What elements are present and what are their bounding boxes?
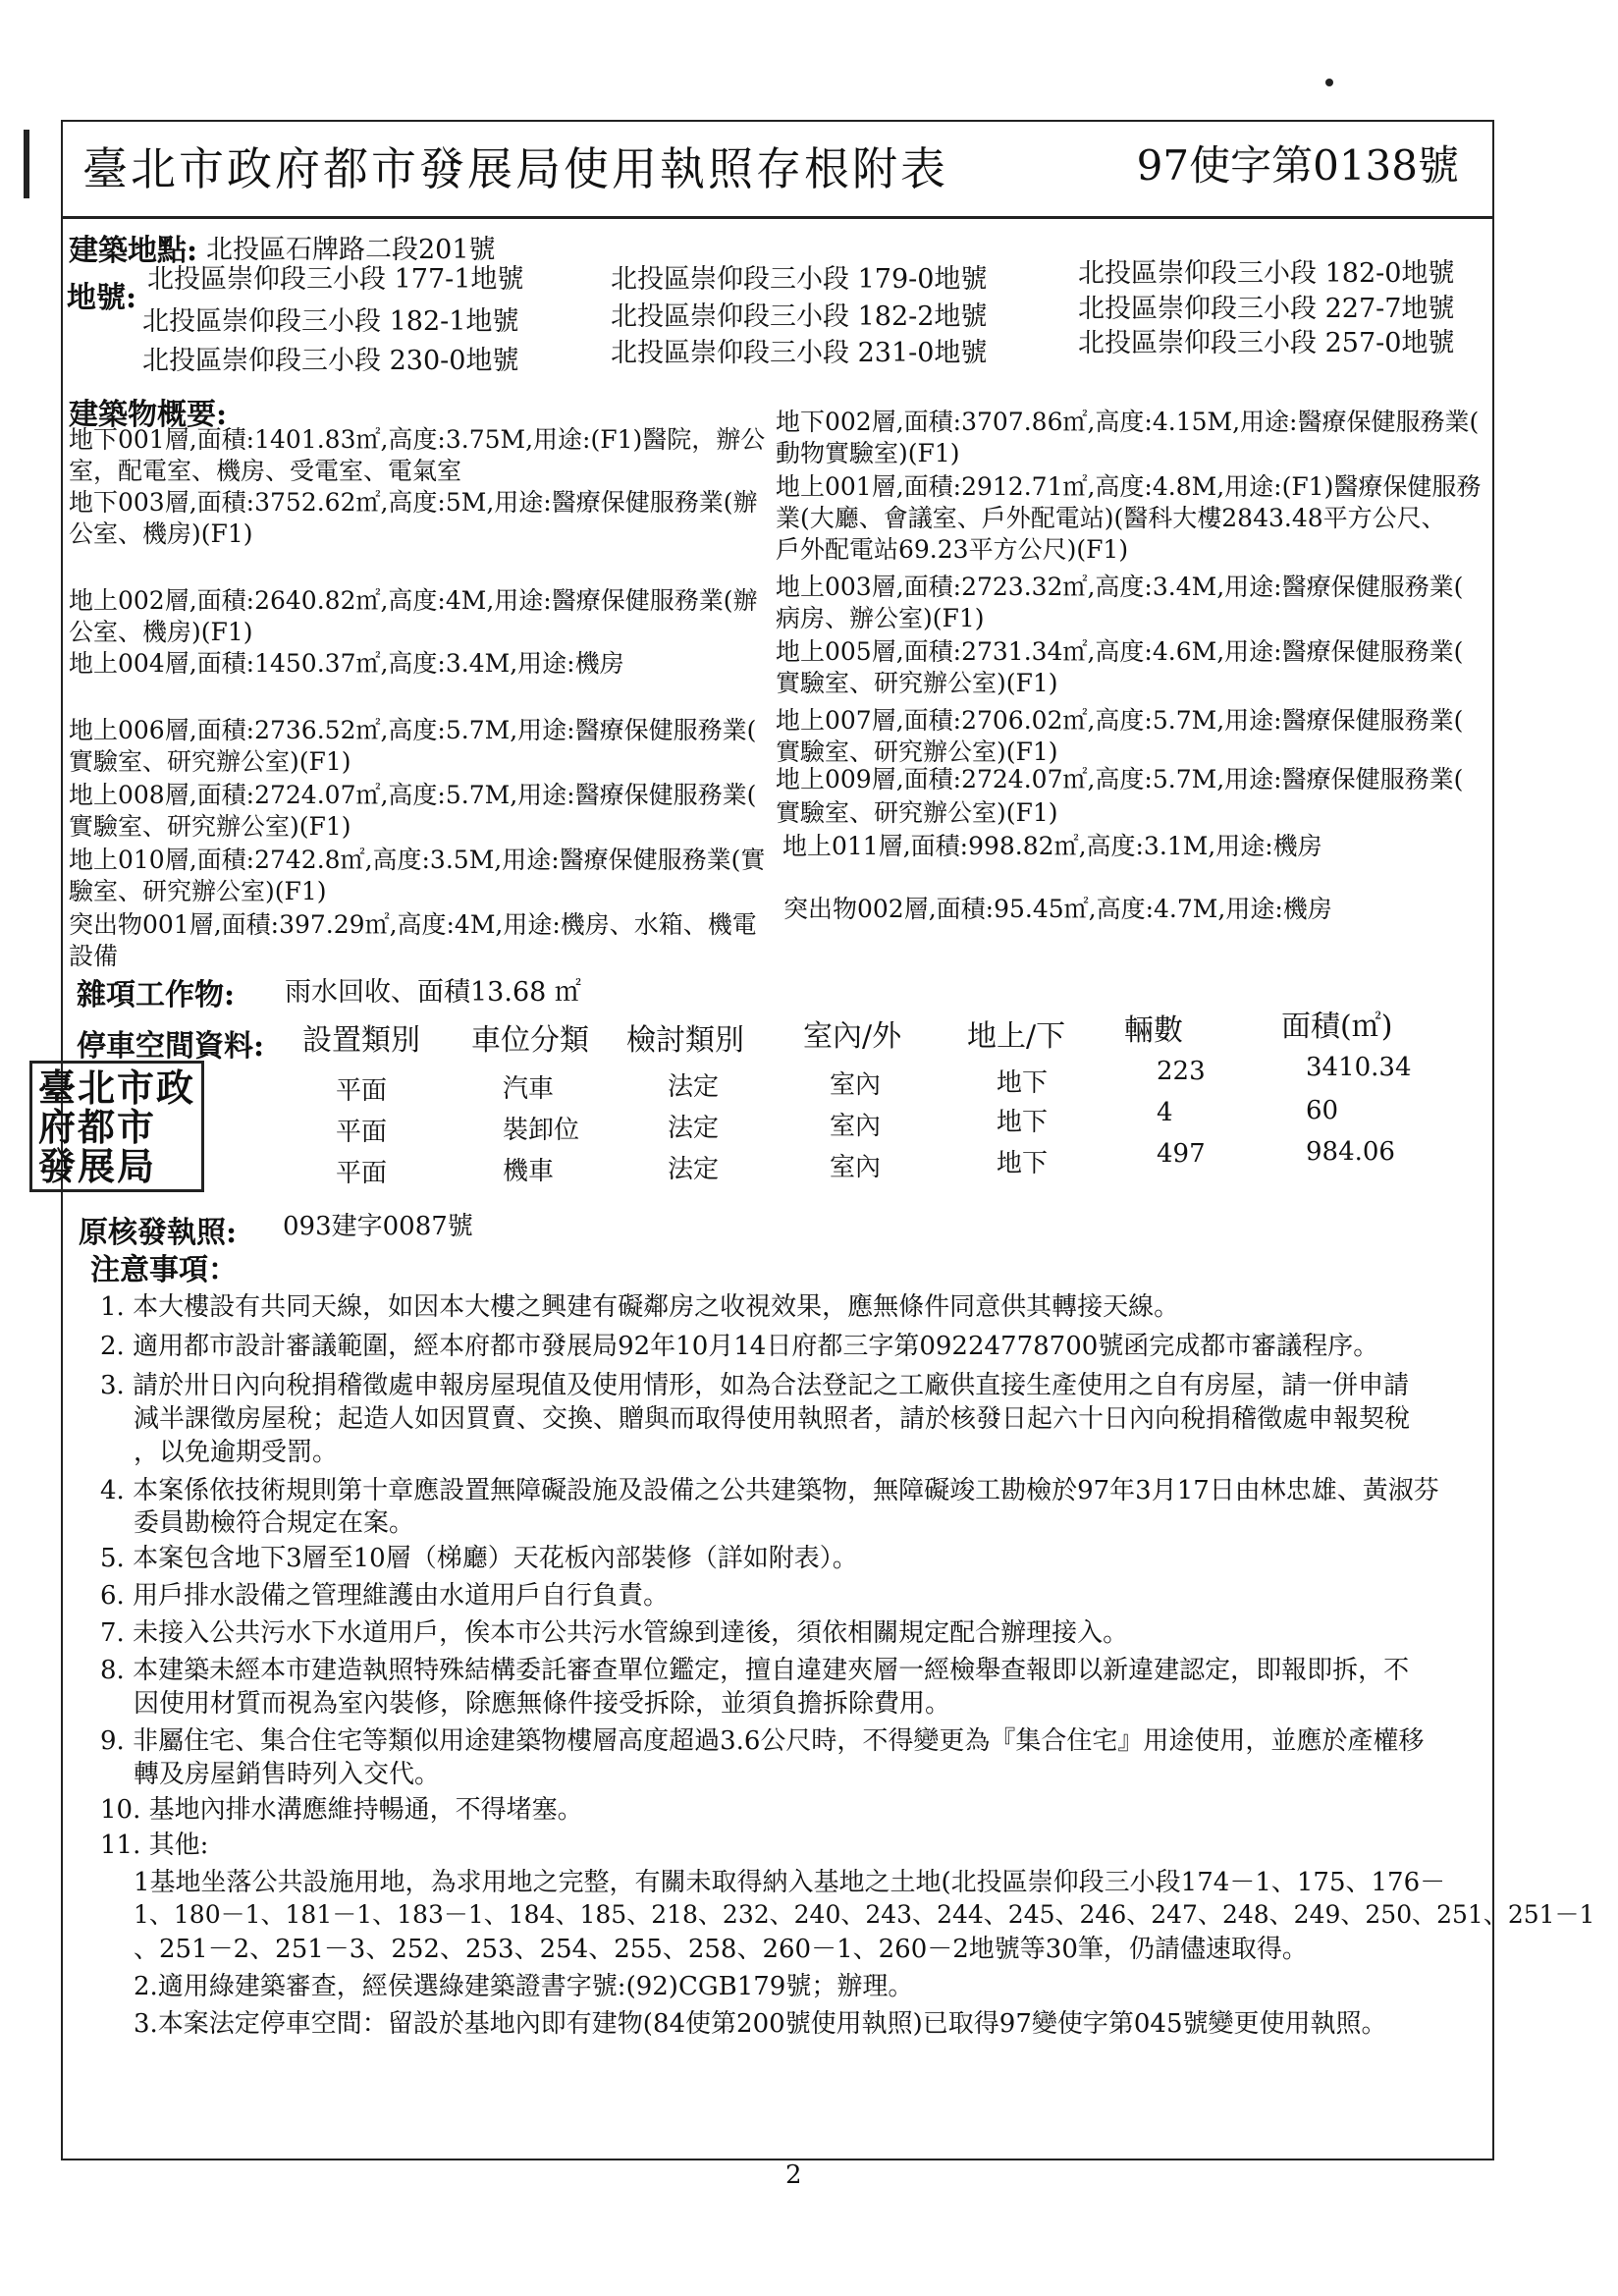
parking-header-inout: 室內/外 — [803, 1019, 902, 1054]
note-line: 9. 非屬住宅、集合住宅等類似用途建築物樓層高度超過3.6公尺時，不得變更為『集合住宅』用途使用，並應於產權移 — [100, 1726, 1425, 1756]
parking-cell: 地下 — [997, 1149, 1049, 1178]
site-label: 建築地點: — [69, 234, 198, 268]
overview-right-line: 地上003層,面積:2723.32㎡,高度:3.4M,用途:醫療保健服務業( — [776, 573, 1464, 601]
parking-cell: 裝卸位 — [503, 1116, 580, 1145]
overview-left-line: 地下003層,面積:3752.62㎡,高度:5M,用途:醫療保健服務業(辦 — [69, 488, 758, 517]
overview-right-line: 動物實驗室)(F1) — [776, 439, 960, 467]
overview-right-line: 地上007層,面積:2706.02㎡,高度:5.7M,用途:醫療保健服務業( — [776, 706, 1464, 735]
overview-right-line: 戶外配電站69.23平方公尺)(F1) — [776, 535, 1129, 564]
parking-cell: 平面 — [336, 1118, 388, 1147]
notes-label: 注意事項： — [90, 1253, 238, 1287]
note-line: 減半課徵房屋稅；起造人如因買賣、交換、贈與而取得使用執照者，請於核發日起六十日內向稅捐稽徵處申報契稅 — [134, 1404, 1411, 1434]
dust-mark — [1325, 79, 1333, 86]
overview-left-line: 突出物001層,面積:397.29㎡,高度:4M,用途:機房、水箱、機電 — [69, 910, 757, 939]
overview-left-line: 實驗室、研究辦公室)(F1) — [69, 747, 351, 776]
note-line: 10. 基地內排水溝應維持暢通，不得堵塞。 — [100, 1795, 583, 1825]
misc-value: 雨水回收、面積13.68 ㎡ — [285, 977, 581, 1008]
note-line: 1. 本大樓設有共同天線，如因本大樓之興建有礙鄰房之收視效果，應無條件同意供其轉接天線。 — [100, 1292, 1180, 1322]
parking-header-count: 輛數 — [1124, 1013, 1183, 1048]
parking-cell: 223 — [1157, 1057, 1206, 1086]
overview-left-line: 地上008層,面積:2724.07㎡,高度:5.7M,用途:醫療保健服務業( — [69, 781, 757, 809]
parking-cell: 4 — [1157, 1098, 1173, 1127]
overview-left-line: 公室、機房)(F1) — [69, 519, 253, 548]
overview-left-line: 公室、機房)(F1) — [69, 618, 253, 646]
note-line: 3. 請於卅日內向稅捐稽徵處申報房屋現值及使用情形，如為合法登記之工廠供直接生產使用之自有房屋，請一併申請 — [100, 1371, 1410, 1400]
overview-label: 建築物概要: — [69, 398, 228, 432]
overview-left-line: 室，配電室、機房、受電室、電氣室 — [69, 457, 462, 485]
note-line: 11. 其他: — [100, 1831, 209, 1860]
original-permit-label: 原核發執照: — [79, 1216, 238, 1250]
page-number: 2 — [785, 2160, 802, 2190]
parking-cell: 3410.34 — [1306, 1053, 1412, 1082]
lot-item: 北投區崇仰段三小段 177-1地號 — [147, 264, 524, 295]
note-line: 1基地坐落公共設施用地，為求用地之完整，有關未取得納入基地之土地(北投區崇仰段三小段174－1、175、176－ — [134, 1868, 1446, 1897]
overview-left-line: 地上002層,面積:2640.82㎡,高度:4M,用途:醫療保健服務業(辦 — [69, 586, 758, 615]
overview-right-line: 業(大廳、會議室、戶外配電站)(醫科大樓2843.48平方公尺、 — [776, 504, 1446, 532]
overview-right-line: 實驗室、研究辦公室)(F1) — [776, 669, 1058, 697]
document-title: 臺北市政府都市發展局使用執照存根附表 — [82, 142, 948, 195]
title-row — [63, 122, 1492, 219]
parking-header-area: 面積(㎡) — [1281, 1010, 1393, 1044]
overview-right-line: 實驗室、研究辦公室)(F1) — [776, 738, 1058, 766]
note-line: 6. 用戶排水設備之管理維護由水道用戶自行負責。 — [100, 1581, 670, 1611]
parking-cell: 地下 — [997, 1068, 1049, 1098]
overview-right-line: 地上001層,面積:2912.71㎡,高度:4.8M,用途:(F1)醫療保健服務 — [776, 472, 1482, 501]
lot-item: 北投區崇仰段三小段 231-0地號 — [611, 338, 988, 368]
note-line: 4. 本案係依技術規則第十章應設置無障礙設施及設備之公共建築物，無障礙竣工勘檢於97年3月17日由林忠雄、黃淑芬 — [100, 1476, 1439, 1505]
note-line: 1、180－1、181－1、183－1、184、185、218、232、240、243、244、245、246、247、248、249、250、251、251－1 — [134, 1900, 1595, 1929]
overview-right-line: 地下002層,面積:3707.86㎡,高度:4.15M,用途:醫療保健服務業( — [776, 408, 1480, 436]
note-line: 2.適用綠建築審查，經侯選綠建築證書字號:(92)CGB179號；辦理。 — [134, 1972, 914, 2001]
lot-item: 北投區崇仰段三小段 257-0地號 — [1078, 328, 1455, 358]
overview-right-line: 地上009層,面積:2724.07㎡,高度:5.7M,用途:醫療保健服務業( — [776, 765, 1464, 793]
parking-header-level: 地上/下 — [967, 1019, 1066, 1054]
parking-cell: 法定 — [668, 1114, 720, 1143]
site-value: 北投區石牌路二段201號 — [206, 235, 496, 265]
overview-left-line: 設備 — [69, 942, 119, 970]
lot-item: 北投區崇仰段三小段 179-0地號 — [611, 264, 988, 295]
parking-header-type: 設置類別 — [302, 1023, 420, 1058]
overview-left-line: 地上010層,面積:2742.8㎡,高度:3.5M,用途:醫療保健服務業(實 — [69, 846, 766, 874]
lot-item: 北投區崇仰段三小段 182-0地號 — [1078, 258, 1455, 289]
parking-cell: 室內 — [830, 1153, 882, 1182]
parking-cell: 地下 — [997, 1108, 1049, 1137]
note-line: 轉及房屋銷售時列入交代。 — [134, 1760, 441, 1789]
overview-right-line: 地上011層,面積:998.82㎡,高度:3.1M,用途:機房 — [782, 832, 1322, 860]
parking-cell: 984.06 — [1306, 1137, 1395, 1167]
parking-cell: 497 — [1157, 1139, 1206, 1169]
lot-item: 北投區崇仰段三小段 230-0地號 — [142, 346, 519, 376]
official-seal: 臺 北 市 政 府 都 市 發 展 局 — [29, 1061, 204, 1192]
note-line: 7. 未接入公共污水下水道用戶，俟本市公共污水管線到達後，須依相關規定配合辦理接入。 — [100, 1618, 1129, 1648]
note-line: 3.本案法定停車空間：留設於基地內即有建物(84使第200號使用執照)已取得97變使字第045號變更使用執照。 — [134, 2009, 1387, 2039]
parking-header-class: 車位分類 — [471, 1023, 589, 1058]
overview-left-line: 驗室、研究辦公室)(F1) — [69, 877, 327, 905]
note-line: 5. 本案包含地下3層至10層（梯廳）天花板內部裝修（詳如附表）。 — [100, 1544, 858, 1573]
lot-item: 北投區崇仰段三小段 227-7地號 — [1078, 294, 1455, 324]
parking-label: 停車空間資料: — [77, 1029, 265, 1064]
parking-cell: 室內 — [830, 1112, 882, 1141]
overview-left-line: 地上004層,面積:1450.37㎡,高度:3.4M,用途:機房 — [69, 649, 624, 678]
parking-cell: 法定 — [668, 1072, 720, 1102]
note-line: 2. 適用都市設計審議範圍，經本府都市發展局92年10月14日府都三字第09224778700號函完成都市審議程序。 — [100, 1332, 1379, 1361]
overview-left-line: 實驗室、研究辦公室)(F1) — [69, 812, 351, 841]
original-permit-value: 093建字0087號 — [283, 1212, 473, 1241]
parking-cell: 汽車 — [503, 1074, 555, 1104]
parking-cell: 法定 — [668, 1155, 720, 1184]
binding-mark — [24, 130, 29, 198]
lots-label: 地號: — [67, 281, 137, 315]
parking-header-review: 檢討類別 — [626, 1023, 744, 1058]
misc-label: 雜項工作物: — [77, 978, 236, 1012]
parking-cell: 60 — [1306, 1096, 1339, 1125]
overview-right-line: 實驗室、研究辦公室)(F1) — [776, 798, 1058, 827]
lot-item: 北投區崇仰段三小段 182-2地號 — [611, 301, 988, 332]
lot-item: 北投區崇仰段三小段 182-1地號 — [142, 306, 519, 337]
parking-cell: 室內 — [830, 1070, 882, 1100]
overview-left-line: 地下001層,面積:1401.83㎡,高度:3.75M,用途:(F1)醫院，辦公 — [69, 425, 766, 454]
overview-right-line: 病房、辦公室)(F1) — [776, 604, 985, 632]
note-line: 委員勘檢符合規定在案。 — [134, 1508, 415, 1538]
document-number: 97使字第0138號 — [1136, 141, 1459, 190]
overview-right-line: 地上005層,面積:2731.34㎡,高度:4.6M,用途:醫療保健服務業( — [776, 637, 1464, 666]
overview-left-line: 地上006層,面積:2736.52㎡,高度:5.7M,用途:醫療保健服務業( — [69, 716, 757, 744]
note-line: 、251－2、251－3、252、253、254、255、258、260－1、260－2地號等30筆，仍請儘速取得。 — [134, 1935, 1308, 1964]
overview-right-line: 突出物002層,面積:95.45㎡,高度:4.7M,用途:機房 — [783, 895, 1332, 923]
parking-cell: 平面 — [336, 1159, 388, 1188]
note-line: 8. 本建築未經本市建造執照特殊結構委託審查單位鑑定，擅自違建夾層一經檢舉查報即以新違建認定，即報即拆，不 — [100, 1656, 1410, 1685]
parking-cell: 機車 — [503, 1157, 555, 1186]
note-line: 因使用材質而視為室內裝修，除應無條件接受拆除，並須負擔拆除費用。 — [134, 1689, 951, 1719]
note-line: ，以免逾期受罰。 — [134, 1438, 339, 1467]
parking-cell: 平面 — [336, 1076, 388, 1106]
